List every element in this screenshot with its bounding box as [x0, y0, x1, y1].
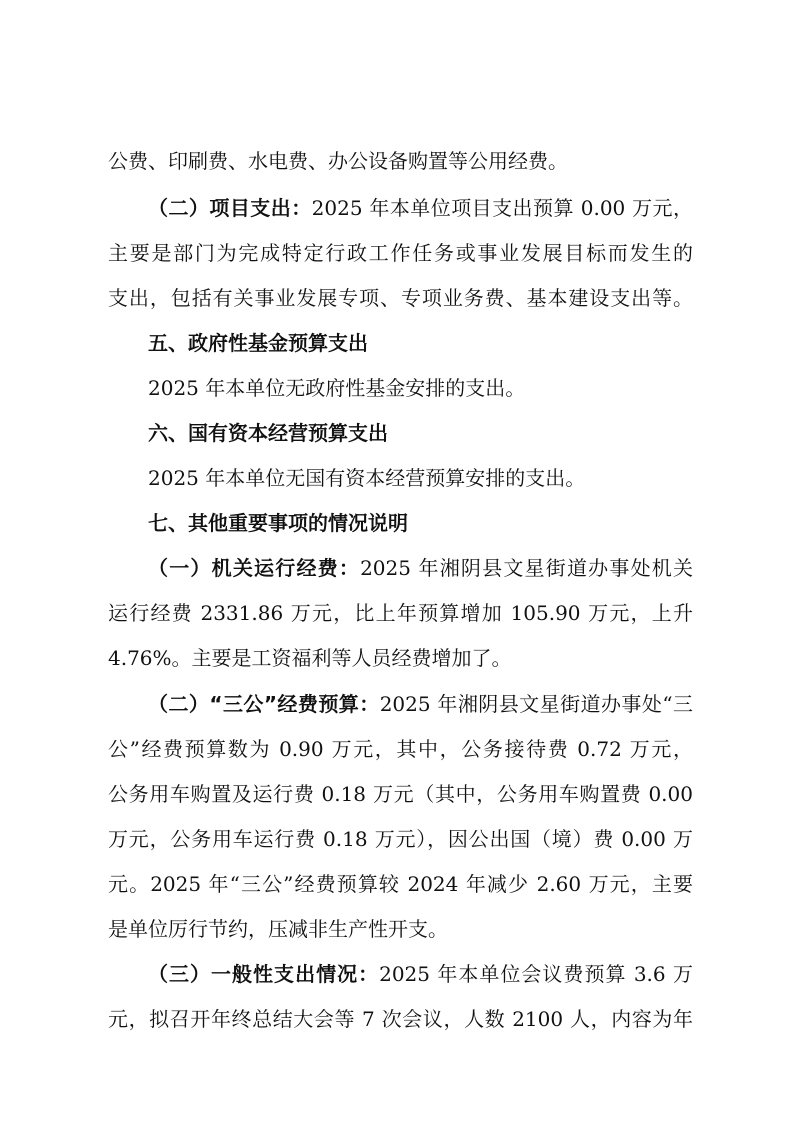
three-public-text: 2025 年湘阴县文星街道办事处“三: [379, 692, 693, 716]
section-7-heading: 七、其他重要事项的情况说明: [148, 511, 408, 535]
operating-funds-label: （一）机关运行经费：: [148, 556, 361, 580]
project-spending-line-2: 主要是部门为完成特定行政工作任务或事业发展目标而发生的: [108, 241, 693, 265]
three-public-line-4: 万元，公务用车运行费 0.18 万元），因公出国（境）费 0.00 万: [108, 827, 693, 851]
general-spending-line-2: 元，拟召开年终总结大会等 7 次会议，人数 2100 人，内容为年: [108, 1007, 693, 1031]
general-spending-text: 2025 年本单位会议费预算 3.6 万: [379, 962, 693, 986]
three-public-line-6: 是单位厉行节约，压减非生产性开支。: [108, 917, 448, 941]
section-6-text: 2025 年本单位无国有资本经营预算安排的支出。: [148, 466, 586, 490]
section-6-heading: 六、国有资本经营预算支出: [148, 421, 388, 445]
operating-funds-line-2: 运行经费 2331.86 万元，比上年预算增加 105.90 万元，上升: [108, 601, 693, 625]
public-funds-line-1: 公费、印刷费、水电费、办公设备购置等公用经费。: [108, 149, 568, 173]
three-public-label: （二）“三公”经费预算：: [148, 692, 380, 716]
project-spending-label: （二）项目支出：: [148, 196, 312, 220]
operating-funds-line-1: [148, 548, 693, 588]
three-public-line-1: [148, 684, 693, 724]
section-5-heading: 五、政府性基金预算支出: [148, 331, 368, 355]
section-5-text: 2025 年本单位无政府性基金安排的支出。: [148, 376, 526, 400]
three-public-line-5: 元。2025 年“三公”经费预算较 2024 年减少 2.60 万元，主要: [108, 872, 693, 896]
three-public-line-3: 公务用车购置及运行费 0.18 万元（其中，公务用车购置费 0.00: [108, 782, 693, 806]
project-spending-line-1: [148, 188, 693, 228]
project-spending-text: 2025 年本单位项目支出预算 0.00 万元，: [311, 196, 693, 220]
general-spending-line-1: [148, 954, 693, 994]
general-spending-label: （三）一般性支出情况：: [148, 962, 380, 986]
project-spending-line-3: 支出，包括有关事业发展专项、专项业务费、基本建设支出等。: [108, 286, 693, 310]
operating-funds-line-3: 4.76%。主要是工资福利等人员经费增加了。: [108, 646, 512, 670]
three-public-line-2: 公”经费预算数为 0.90 万元，其中，公务接待费 0.72 万元，: [108, 737, 693, 761]
operating-funds-text: 2025 年湘阴县文星街道办事处机关: [360, 556, 693, 580]
